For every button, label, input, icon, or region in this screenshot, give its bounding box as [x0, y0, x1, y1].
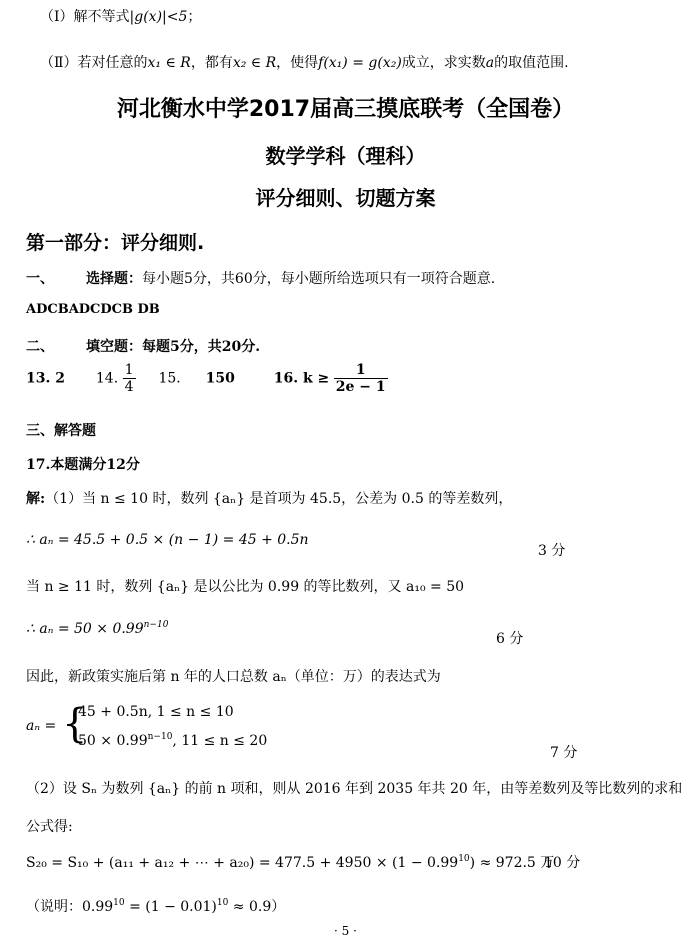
doc-plan-title: 评分细则、切题方案	[255, 186, 436, 210]
row2-b: , 11 ≤ n ≤ 20	[172, 733, 268, 749]
note-exp2: 10	[216, 898, 229, 908]
page-number: · 5 ·	[334, 924, 357, 938]
part2-mid2: ，使得	[276, 55, 319, 71]
solution-line-1	[26, 488, 512, 508]
l4-text: ∴ aₙ = 50 × 0.99	[26, 621, 144, 637]
fill-15: 15.	[158, 370, 181, 387]
solution-line-4	[26, 620, 168, 637]
piecewise-row-1: 45 + 0.5n, 1 ≤ n ≤ 10	[78, 704, 234, 720]
l8-a: S₂₀ = S₁₀ + (a₁₁ + a₁₂ + ⋯ + a₂₀) = 477.5 + 4950 × (1 − 0.99	[26, 855, 459, 871]
l4-exp: n−10	[143, 620, 169, 630]
problem-part1	[40, 6, 201, 26]
piecewise-lhs: aₙ =	[26, 718, 57, 734]
mc-desc: 每小题5分，共60分，每小题所给选项只有一项符合题意.	[142, 271, 496, 287]
fill-14-fraction	[123, 362, 136, 395]
solution-line-7: 公式得:	[26, 819, 73, 835]
fill-16-den: 2e − 1	[335, 379, 386, 395]
part2-suffix: 成立，求实数	[401, 55, 486, 71]
fill-14-den: 4	[124, 379, 134, 395]
l8-b: ) ≈ 972.5 万	[469, 855, 555, 871]
solution-line-5: 因此，新政策实施后第 n 年的人口总数 aₙ（单位：万）的表达式为	[26, 669, 441, 685]
note-exp1: 10	[113, 898, 125, 908]
part2-prefix: （Ⅱ）若对任意的	[40, 55, 148, 71]
note-c: ≈ 0.9）	[228, 899, 286, 915]
section-heading: 第一部分：评分细则.	[26, 232, 205, 254]
fill-label: 填空题：每题5分，共20分.	[86, 339, 261, 355]
note-b: = (1 − 0.01)	[124, 899, 217, 915]
solution-note	[26, 896, 285, 916]
doc-subject: 数学学科（理科）	[265, 144, 426, 168]
fill-16-fraction	[334, 362, 388, 395]
part2-end: 的取值范围.	[494, 55, 569, 71]
fill-index: 二、	[26, 339, 54, 355]
part2-a: a	[485, 55, 495, 71]
row2-a: 50 × 0.99	[78, 733, 148, 749]
fill-16-num: 1	[334, 362, 388, 379]
l8-exp: 10	[458, 854, 470, 864]
part1-prefix: （Ⅰ）解不等式	[40, 9, 130, 25]
row2-exp: n−10	[147, 732, 173, 742]
fill-14-num: 1	[124, 362, 134, 378]
solution-label: 解:	[26, 491, 46, 507]
mc-line	[86, 268, 495, 288]
problem-part2	[40, 52, 569, 72]
part2-eq: f(x₁) = g(x₂)	[318, 55, 402, 71]
solve-heading: 三、解答题	[26, 423, 96, 439]
score-6: 6 分	[496, 631, 524, 647]
part2-mid1: ，都有	[190, 55, 233, 71]
score-10: 10 分	[544, 855, 581, 871]
solution-line-3: 当 n ≥ 11 时，数列 {aₙ} 是以公比为 0.99 的等比数列，又 a₁₀ = 50	[26, 579, 465, 595]
part1-expr: |g(x)|<5	[129, 9, 188, 25]
fill-13: 13. 2	[26, 370, 65, 387]
score-3: 3 分	[538, 543, 566, 559]
mc-answers: ADCBADCDCB DB	[26, 302, 160, 317]
q17-heading: 17.本题满分12分	[26, 457, 140, 473]
fill-14: 14.	[95, 370, 119, 387]
part2-x2: x₂ ∈ R	[232, 55, 277, 71]
mc-index: 一、	[26, 271, 54, 287]
doc-title: 河北衡水中学2017届高三摸底联考（全国卷）	[116, 97, 575, 122]
note-a: （说明：0.99	[26, 899, 114, 915]
fill-15-value: 150	[205, 370, 235, 387]
piecewise-row-2	[78, 732, 267, 749]
fill-16: 16. k ≥	[273, 370, 330, 387]
part1-suffix: ；	[187, 9, 202, 25]
score-7: 7 分	[550, 745, 578, 761]
solution-line-2: ∴ aₙ = 45.5 + 0.5 × (n − 1) = 45 + 0.5n	[26, 532, 309, 548]
part2-x1: x₁ ∈ R	[147, 55, 191, 71]
solution-l1-text: （1）当 n ≤ 10 时，数列 {aₙ} 是首项为 45.5，公差为 0.5 的等差数列，	[45, 491, 513, 507]
solution-line-6: （2）设 Sₙ 为数列 {aₙ} 的前 n 项和，则从 2016 年到 2035 年共 20 年，由等差数列及等比数列的求和	[26, 781, 683, 797]
piecewise-brace: {	[62, 701, 88, 747]
mc-label: 选择题：	[86, 271, 142, 287]
solution-line-8	[26, 852, 554, 872]
fill-answers	[26, 362, 388, 395]
